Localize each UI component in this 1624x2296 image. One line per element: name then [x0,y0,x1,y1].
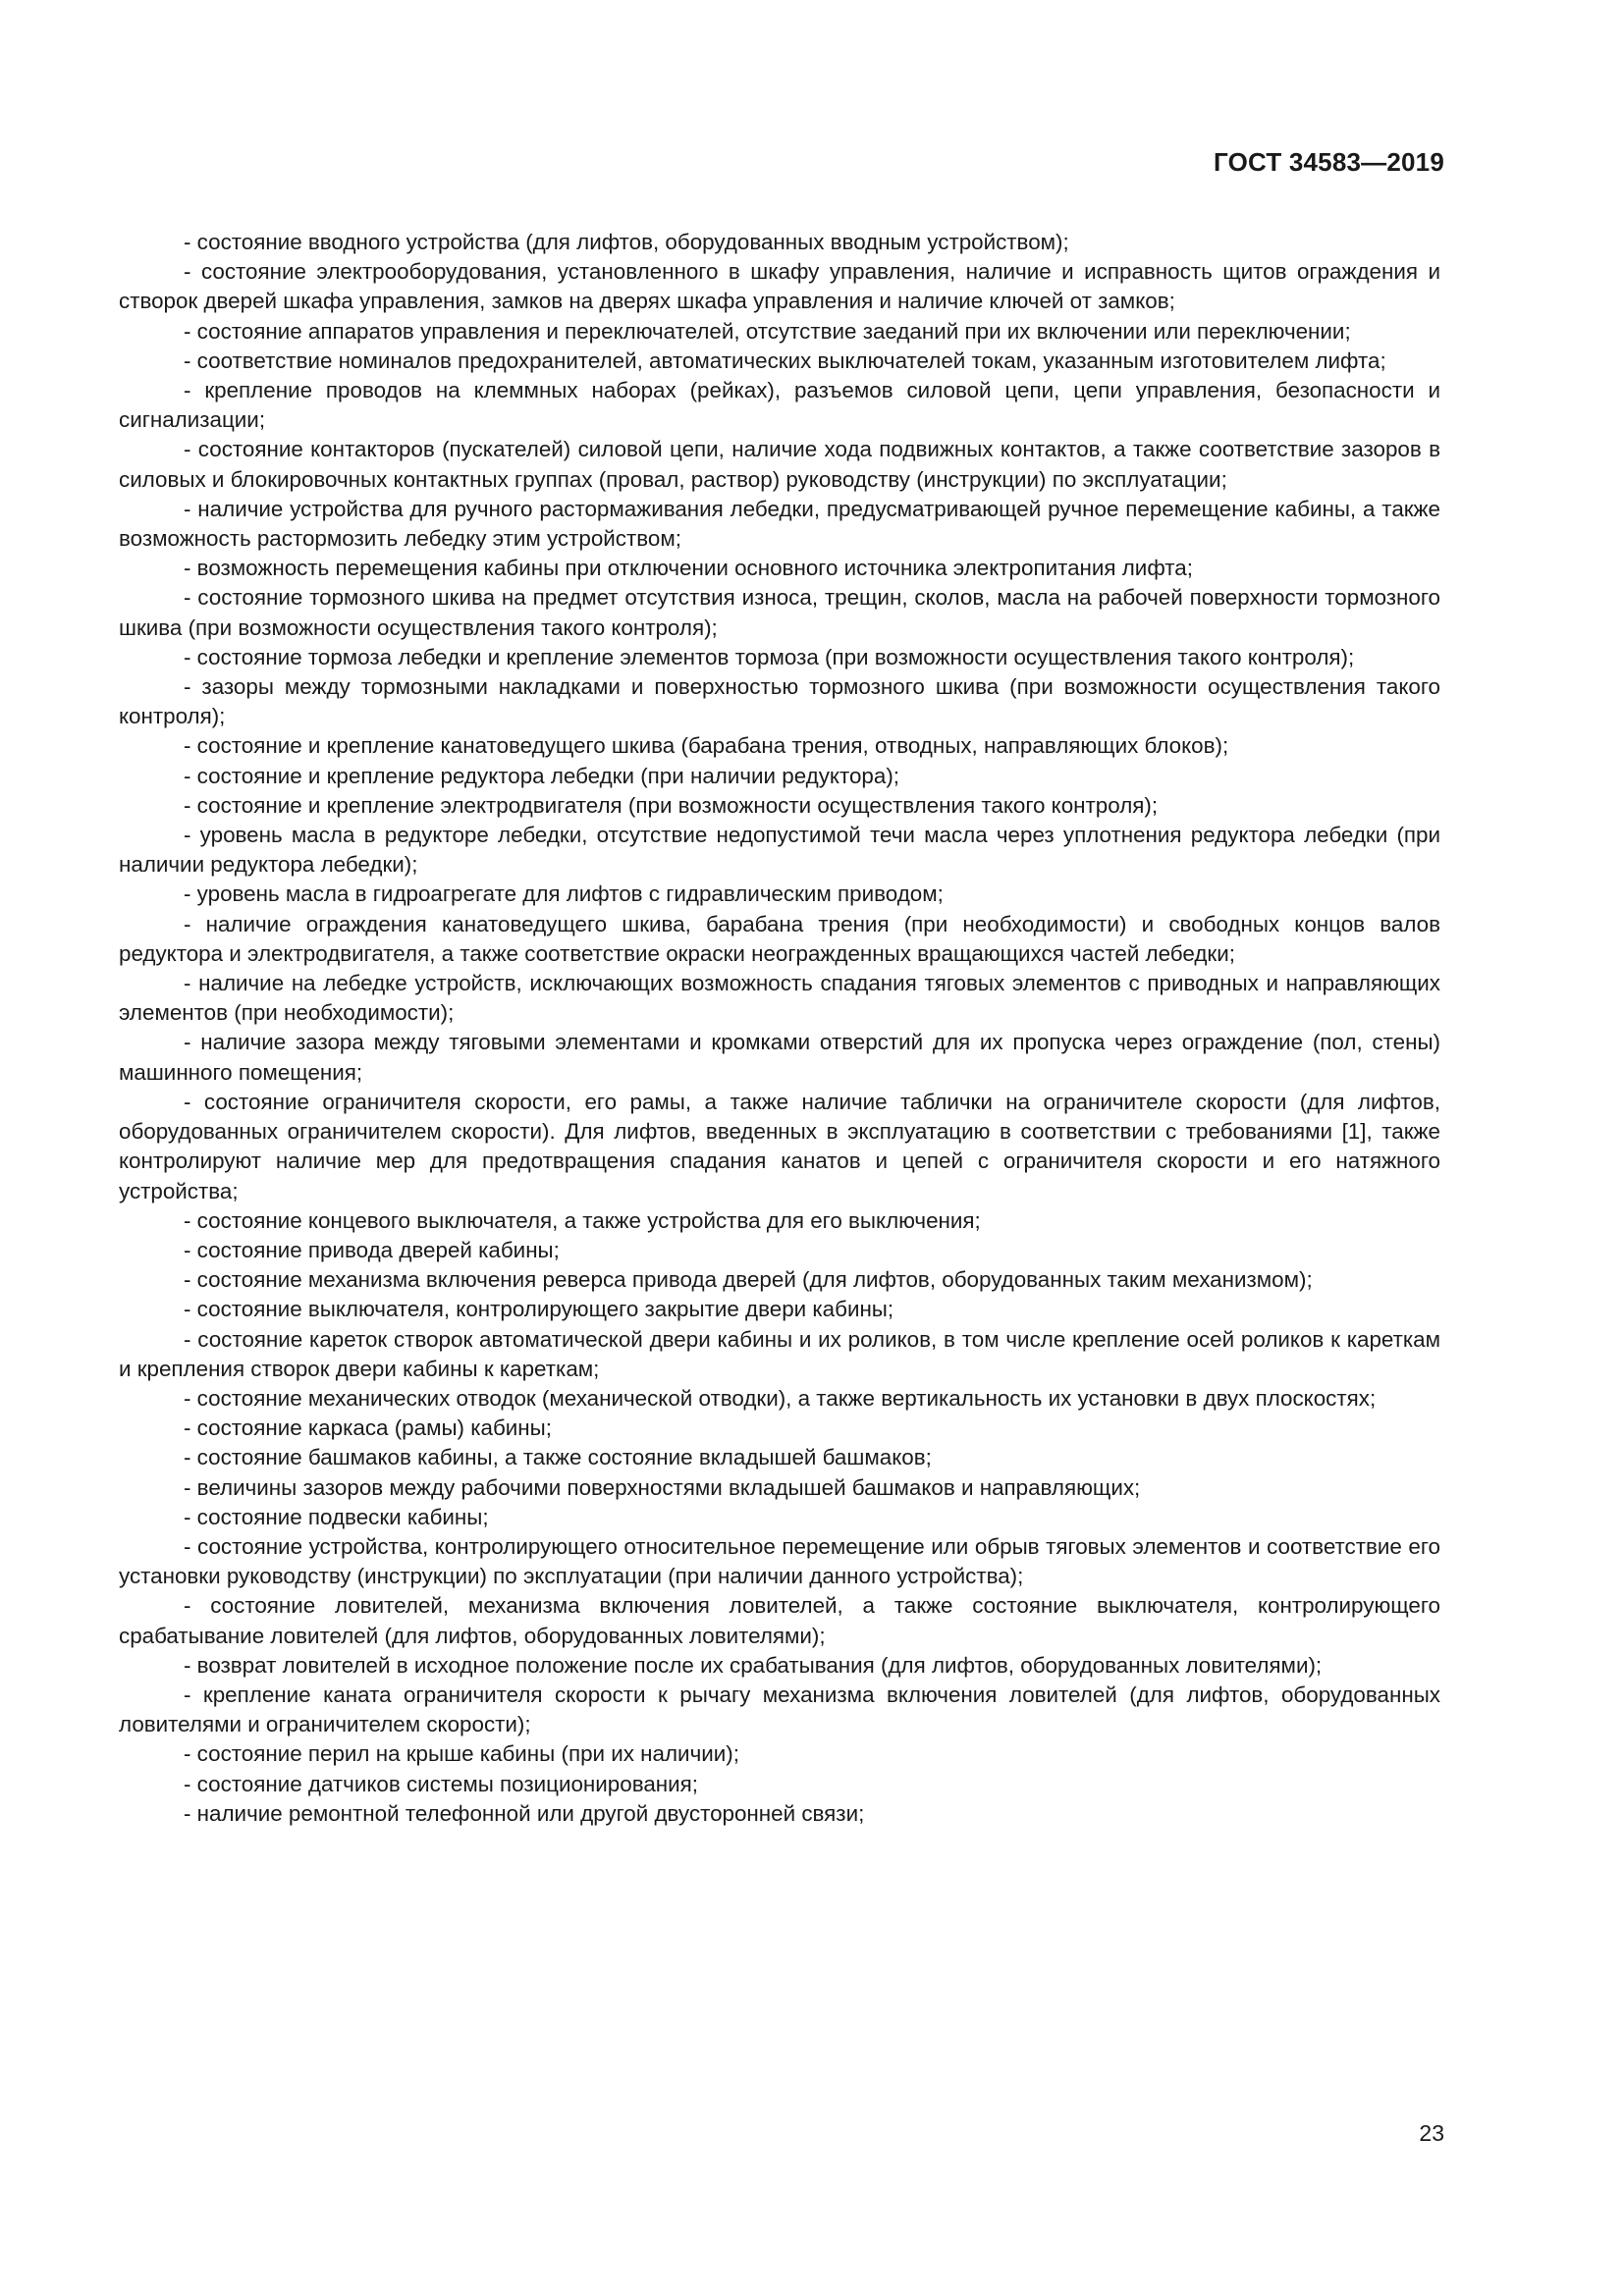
list-item: - состояние ограничителя скорости, его рамы, а также наличие таблички на ограничителе скорости (для лифтов, оборудованных ограничителем скорости). Для лифтов, введенных в эксплуатацию в соответствии с требованиями [1], также контролируют наличие мер для предотвращения спадания канатов и цепей с ограничителя скорости и его натяжного устройства; [119,1089,1440,1203]
list-item: - величины зазоров между рабочими поверхностями вкладышей башмаков и направляющих; [184,1474,1141,1500]
list-item: - состояние привода дверей кабины; [184,1237,560,1262]
list-item: - уровень масла в гидроагрегате для лифтов с гидравлическим приводом; [184,881,944,907]
list-item: - крепление каната ограничителя скорости к рычагу механизма включения ловителей (для лифтов, оборудованных ловителями и ограничителем скорости); [119,1682,1440,1737]
list-item: - состояние концевого выключателя, а также устройства для его выключения; [184,1207,981,1233]
list-item: - возврат ловителей в исходное положение после их срабатывания (для лифтов, оборудованных ловителями); [184,1652,1323,1678]
list-item: - наличие на лебедке устройств, исключающих возможность спадания тяговых элементов с приводных и направляющих элементов (при необходимости); [119,971,1440,1026]
list-item: - состояние кареток створок автоматической двери кабины и их роликов, в том числе крепление осей роликов к кареткам и крепления створок двери кабины к кареткам; [119,1326,1440,1381]
list-item: - уровень масла в редукторе лебедки, отсутствие недопустимой течи масла через уплотнения редуктора лебедки (при наличии редуктора лебедки); [119,823,1440,878]
list-item: - состояние перил на крыше кабины (при их наличии); [184,1741,739,1767]
list-item: - состояние механических отводок (механической отводки), а также вертикальность их установки в двух плоскостях; [184,1385,1377,1411]
list-item: - возможность перемещения кабины при отключении основного источника электропитания лифта; [184,556,1193,581]
list-item: - состояние устройства, контролирующего относительное перемещение или обрыв тяговых элементов и соответствие его установки руководству (инструкции) по эксплуатации (при наличии данного устройства); [119,1533,1440,1589]
list-item: - состояние и крепление электродвигателя (при возможности осуществления такого контроля); [184,792,1159,818]
list-item: - состояние ловителей, механизма включения ловителей, а также состояние выключателя, контролирующего срабатывание ловителей (для лифтов, оборудованных ловителями); [119,1593,1440,1648]
list-item: - состояние контакторов (пускателей) силовой цепи, наличие хода подвижных контактов, а также соответствие зазоров в силовых и блокировочных контактных группах (провал, раствор) руководству (инструкции) по эксплуатации; [119,437,1440,492]
list-item: - наличие зазора между тяговыми элементами и кромками отверстий для их пропуска через ограждение (пол, стены) машинного помещения; [119,1030,1440,1085]
list-item: - состояние тормозного шкива на предмет отсутствия износа, трещин, сколов, масла на рабочей поверхности тормозного шкива (при возможности осуществления такого контроля); [119,585,1440,640]
list-item: - состояние выключателя, контролирующего закрытие двери кабины; [184,1297,894,1322]
list-item: - наличие устройства для ручного растормаживания лебедки, предусматривающей ручное перемещение кабины, а также возможность растормозить лебедку этим устройством; [119,496,1440,552]
list-item: - состояние тормоза лебедки и крепление элементов тормоза (при возможности осуществления такого контроля); [184,644,1355,669]
list-item: - состояние и крепление канатоведущего шкива (барабана трения, отводных, направляющих блоков); [184,733,1229,759]
list-item: - наличие ограждения канатоведущего шкива, барабана трения (при необходимости) и свободных концов валов редуктора и электродвигателя, а также соответствие окраски неогражденных вращающихся частей лебедки; [119,911,1440,966]
list-item: - состояние электрооборудования, установленного в шкафу управления, наличие и исправность щитов ограждения и створок дверей шкафа управления, замков на дверях шкафа управления и наличие ключей от замков; [119,259,1440,314]
list-item: - состояние каркаса (рамы) кабины; [184,1415,552,1441]
list-item: - состояние механизма включения реверса привода дверей (для лифтов, оборудованных таким механизмом); [184,1267,1313,1293]
list-item: - наличие ремонтной телефонной или другой двусторонней связи; [184,1800,865,1826]
list-item: - крепление проводов на клеммных наборах (рейках), разъемов силовой цепи, цепи управления, безопасности и сигнализации; [119,378,1440,433]
list-item: - состояние и крепление редуктора лебедки (при наличии редуктора); [184,763,900,788]
list-item: - состояние башмаков кабины, а также состояние вкладышей башмаков; [184,1445,932,1470]
checklist-body [119,228,1440,1829]
list-item: - зазоры между тормозными накладками и поверхностью тормозного шкива (при возможности осуществления такого контроля); [119,674,1440,729]
list-item: - состояние датчиков системы позиционирования; [184,1771,699,1796]
list-item: - состояние аппаратов управления и переключателей, отсутствие заеданий при их включении или переключении; [184,318,1351,344]
page-number: 23 [1419,2120,1444,2146]
list-item: - соответствие номиналов предохранителей, автоматических выключателей токам, указанным изготовителем лифта; [184,347,1386,373]
list-item: - состояние вводного устройства (для лифтов, оборудованных вводным устройством); [184,230,1069,254]
list-item: - состояние подвески кабины; [184,1504,489,1529]
document-header: ГОСТ 34583—2019 [1214,147,1444,177]
